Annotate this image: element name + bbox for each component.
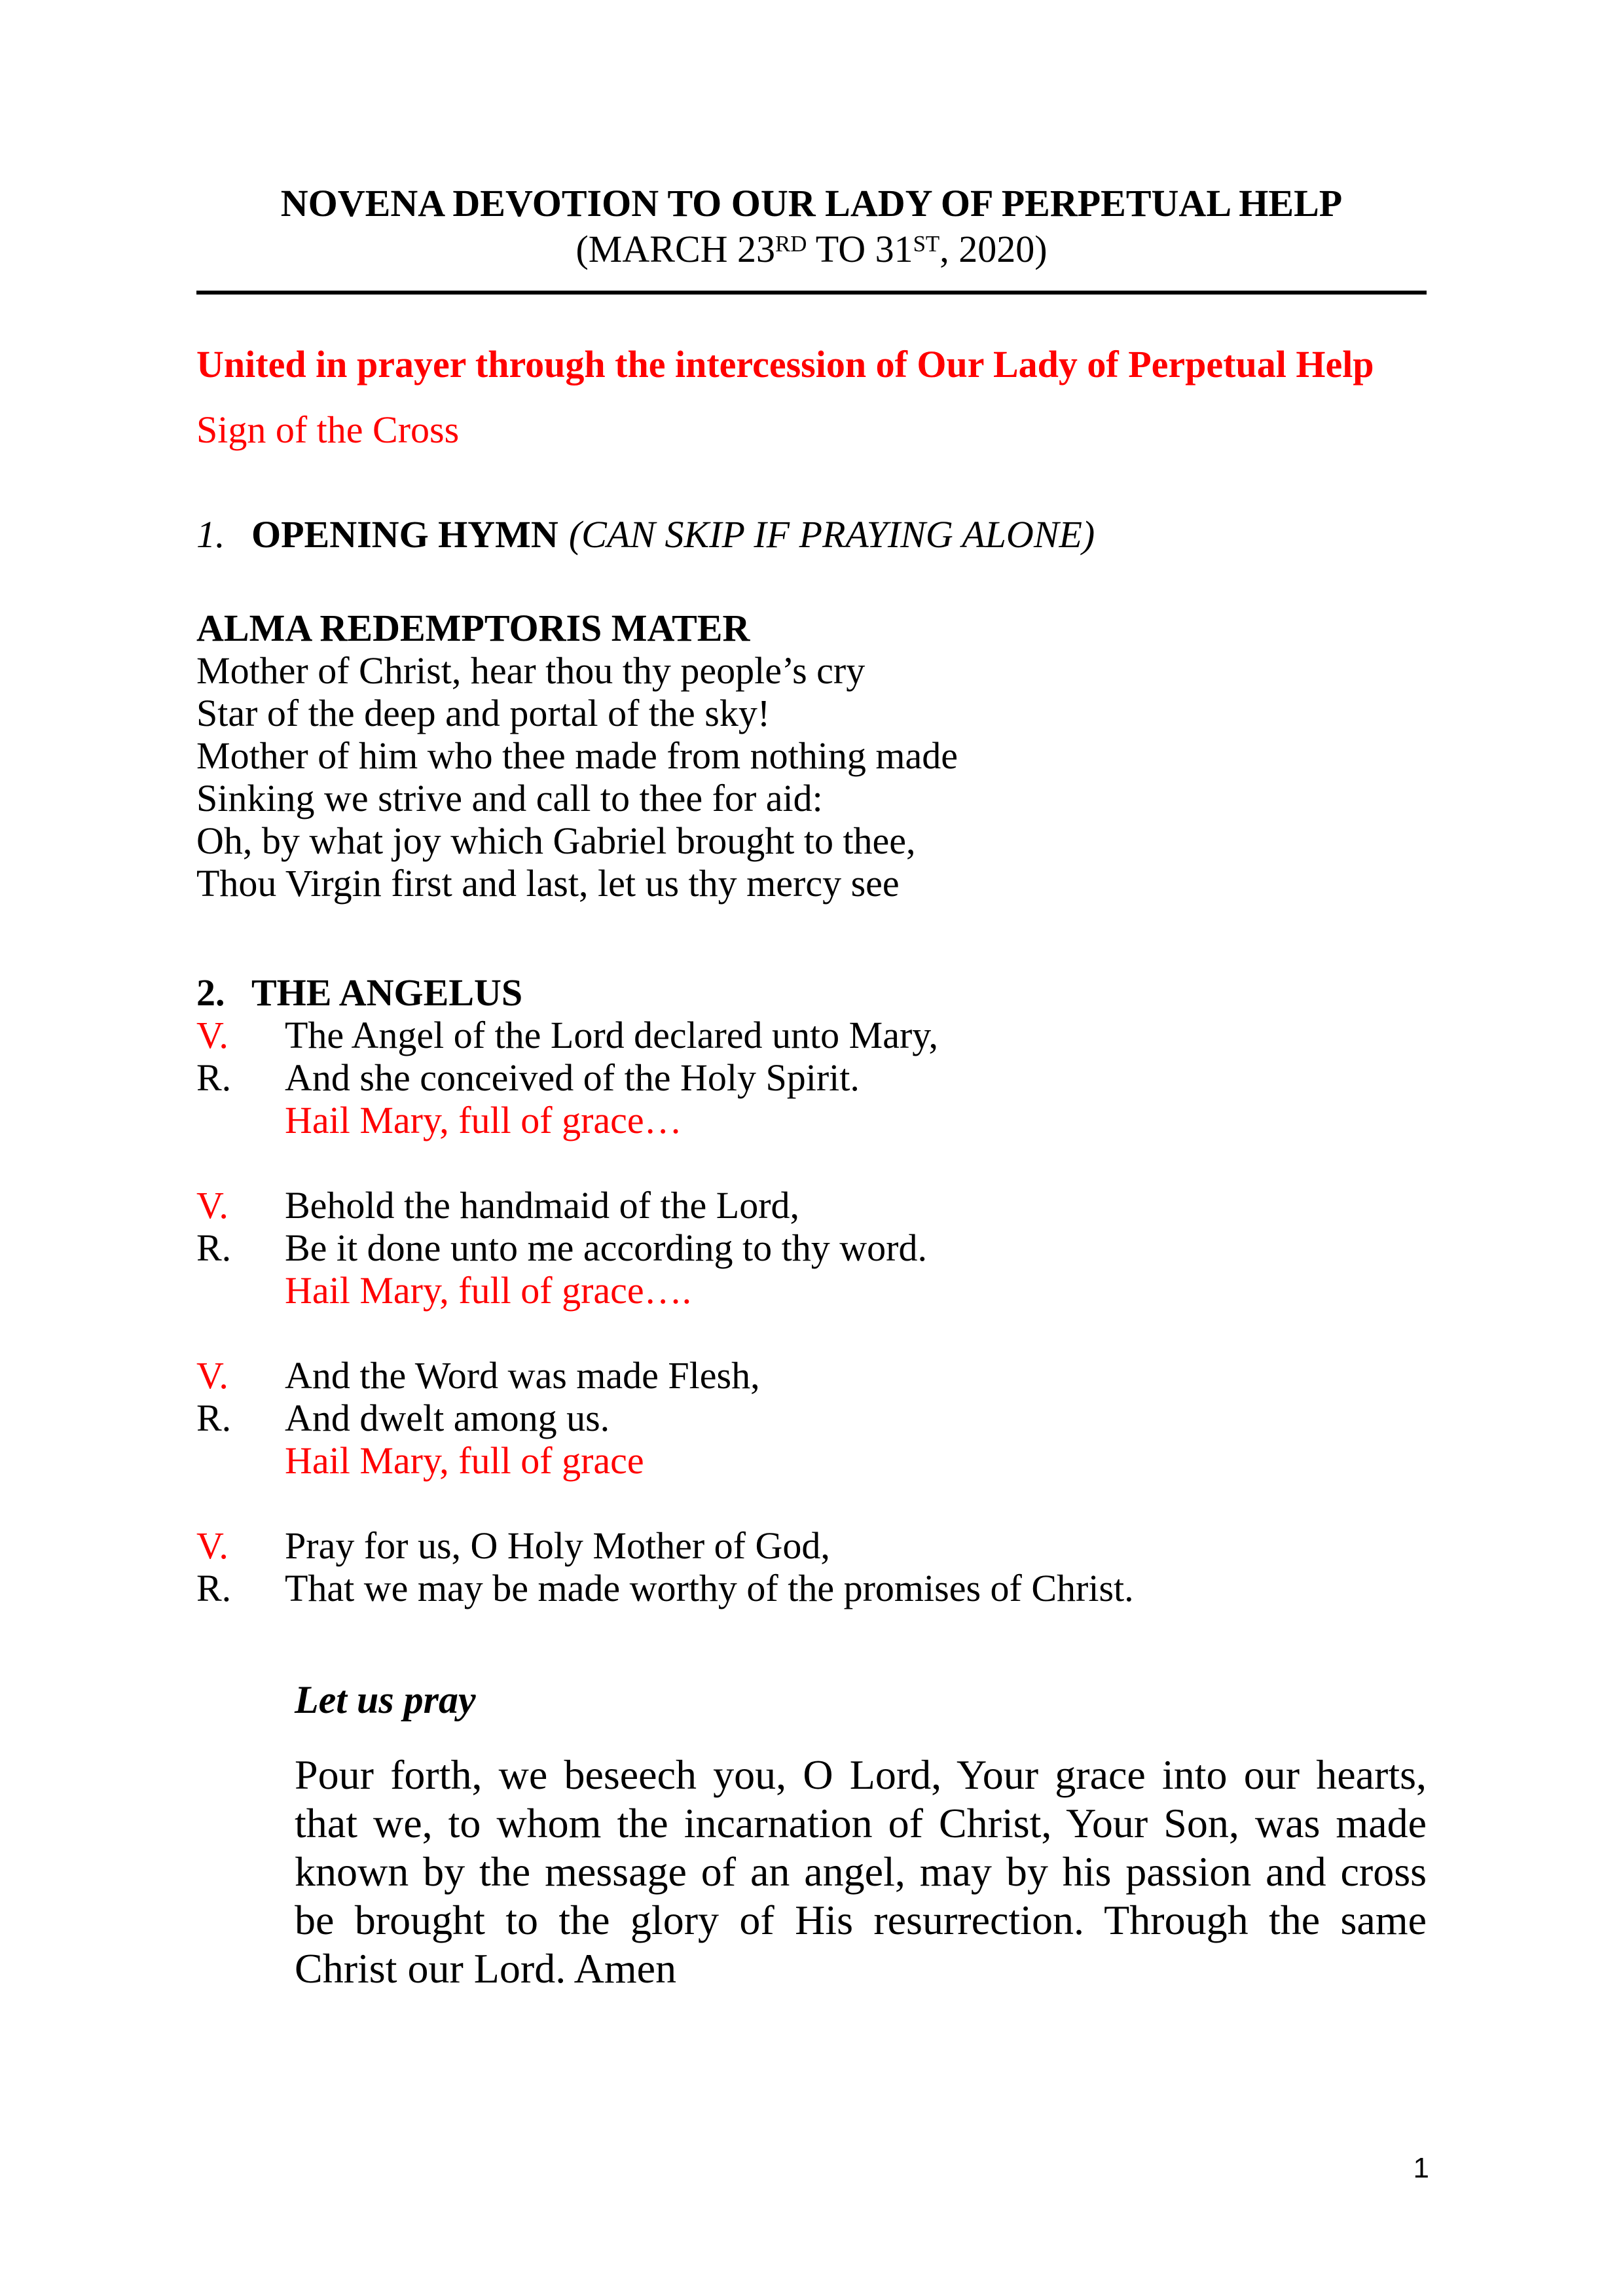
opening-hymn-heading-line [196, 513, 1427, 556]
angelus-group [196, 1184, 1427, 1312]
versicle-text: And the Word was made Flesh, [285, 1354, 760, 1397]
response-row [196, 1397, 1427, 1439]
angelus-group [196, 1354, 1427, 1482]
sign-of-the-cross-line: Sign of the Cross [196, 408, 460, 451]
hymn-line: Star of the deep and portal of the sky! [196, 692, 771, 734]
date-prefix: (MARCH 23 [575, 228, 776, 270]
hail-mary-line: Hail Mary, full of grace [285, 1439, 644, 1482]
versicle-text: Behold the handmaid of the Lord, [285, 1184, 800, 1227]
versicle-text: Pray for us, O Holy Mother of God, [285, 1524, 830, 1567]
response-row [196, 1056, 1427, 1099]
item-number-1: 1. [196, 513, 225, 556]
versicle-label: V. [196, 1524, 228, 1567]
response-label: R. [196, 1567, 232, 1609]
hymn-title: ALMA REDEMPTORIS MATER [196, 607, 750, 649]
versicle-row [196, 1354, 1427, 1397]
hail-mary-line: Hail Mary, full of grace…. [285, 1269, 692, 1312]
opening-hymn-note: (CAN SKIP IF PRAYING ALONE) [568, 513, 1095, 556]
document-date [196, 226, 1427, 278]
document-title: NOVENA DEVOTION TO OUR LADY OF PERPETUAL HELP [280, 182, 1343, 224]
response-text: And dwelt among us. [285, 1397, 610, 1439]
versicle-label: V. [196, 1354, 228, 1397]
response-label: R. [196, 1227, 232, 1269]
response-text: Be it done unto me according to thy word. [285, 1227, 927, 1269]
date-suffix: , 2020) [939, 228, 1048, 270]
versicle-row [196, 1524, 1427, 1567]
closing-prayer-paragraph: Pour forth, we beseech you, O Lord, Your grace into our hearts, that we, to whom the incarnation of Christ, Your Son, was made known by the message of an angel, may by his passion and cross be brought to the glory of His resurrection. Through the same Christ our Lord. Amen [295, 1751, 1427, 1992]
hymn-line: Mother of Christ, hear thou thy people’s cry [196, 649, 866, 692]
opening-hymn-heading: OPENING HYMN [251, 513, 558, 556]
response-text: And she conceived of the Holy Spirit. [285, 1056, 860, 1099]
versicle-row [196, 1184, 1427, 1227]
item-number-2: 2. [196, 971, 225, 1014]
hymn-line: Oh, by what joy which Gabriel brought to thee, [196, 819, 916, 862]
angelus-heading-line [196, 971, 1427, 1014]
hymn-line: Thou Virgin first and last, let us thy mercy see [196, 862, 900, 905]
angelus-group [196, 1524, 1427, 1609]
response-row [196, 1227, 1427, 1269]
hail-mary-line: Hail Mary, full of grace… [285, 1099, 682, 1141]
date-mid: TO 31 [807, 228, 913, 270]
united-in-prayer-heading: United in prayer through the intercession of Our Lady of Perpetual Help [196, 343, 1374, 386]
response-text: That we may be made worthy of the promises of Christ. [285, 1567, 1134, 1609]
hymn-line: Mother of him who thee made from nothing made [196, 734, 958, 777]
date-ordinal-st: ST [913, 231, 940, 257]
response-row [196, 1567, 1427, 1609]
angelus-group [196, 1014, 1427, 1141]
hymn-line: Sinking we strive and call to thee for aid: [196, 777, 823, 819]
document-header [196, 181, 1427, 295]
hymn-block [196, 607, 1427, 905]
versicle-label: V. [196, 1014, 228, 1056]
let-us-pray-heading: Let us pray [295, 1678, 476, 1721]
versicle-text: The Angel of the Lord declared unto Mary, [285, 1014, 939, 1056]
page-number: 1 [1413, 2152, 1429, 2184]
date-ordinal-rd: RD [775, 231, 807, 257]
response-label: R. [196, 1397, 232, 1439]
response-label: R. [196, 1056, 232, 1099]
versicle-row [196, 1014, 1427, 1056]
versicle-label: V. [196, 1184, 228, 1227]
angelus-heading: THE ANGELUS [251, 971, 523, 1014]
